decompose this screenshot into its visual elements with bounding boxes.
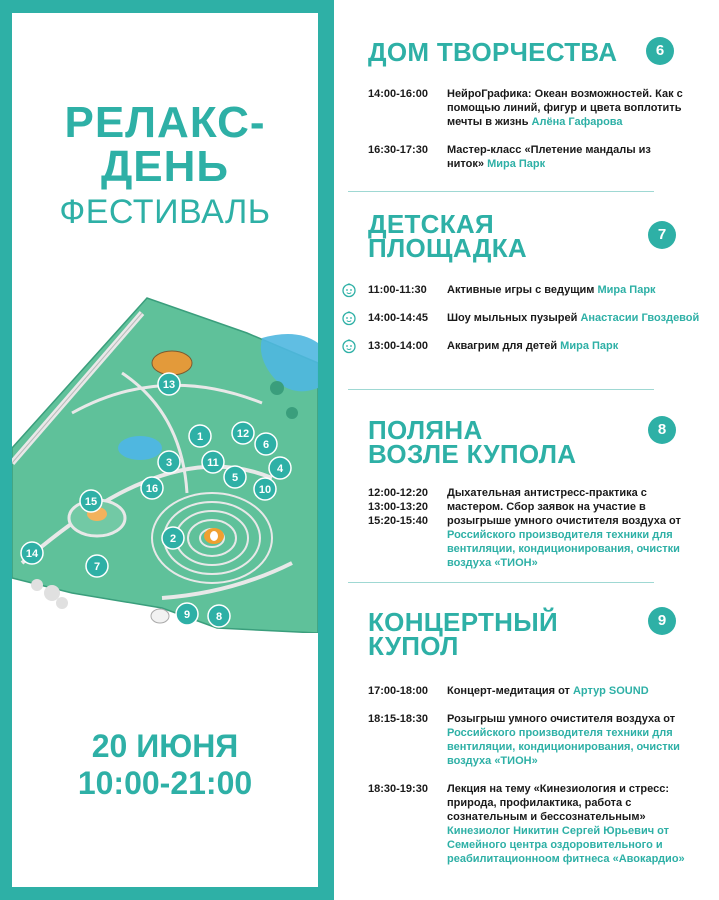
section-title-line: КОНЦЕРТНЫЙ <box>368 607 559 637</box>
event-text: Лекция на тему «Кинезиология и стресс: природа, профилактика, работа с сознательным и бессознательным» <box>447 783 670 823</box>
section-title-line: ПЛОЩАДКА <box>368 233 527 263</box>
event-description <box>447 143 687 171</box>
event-description <box>447 283 697 297</box>
event-host: Мира Парк <box>597 284 656 296</box>
poster-title-line1: РЕЛАКС- <box>64 98 266 147</box>
map-marker <box>158 451 180 473</box>
section-number-badge: 9 <box>648 607 676 635</box>
poster-date: 20 ИЮНЯ <box>91 728 239 764</box>
park-map <box>12 293 318 633</box>
map-marker-label: 15 <box>84 496 98 508</box>
child-face-icon <box>341 310 357 326</box>
map-marker-label: 12 <box>236 428 250 440</box>
event-description <box>447 87 697 129</box>
event-text: Дыхательная антистресс-практика с мастером. Сбор заявок на участие в розыгрыше умного очистителя воздуха от <box>447 487 681 527</box>
map-marker-label: 8 <box>215 611 223 623</box>
event-time: 12:00-12:20 <box>368 487 428 499</box>
map-marker <box>202 451 224 473</box>
child-face-icon <box>341 338 357 354</box>
map-marker-label: 9 <box>183 609 191 621</box>
section-title-line: ПОЛЯНА <box>368 415 483 445</box>
map-marker <box>189 425 211 447</box>
map-marker-label: 7 <box>93 561 101 573</box>
event-text: Розыгрыш умного очистителя воздуха от <box>447 713 676 725</box>
section-divider <box>348 191 654 192</box>
event-time: 16:30-17:30 <box>368 144 428 156</box>
event-description <box>447 311 707 325</box>
child-face-icon <box>341 282 357 298</box>
event-text: Шоу мыльных пузырей <box>447 312 578 324</box>
map-marker <box>176 603 198 625</box>
map-marker <box>208 605 230 627</box>
section-title-koncertny-kupol <box>368 607 559 661</box>
event-host: Кинезиолог Никитин Сергей Юрьевич от Семейного центра оздоровительного и реабилитационноом фитнеса «Авокардио» <box>447 825 685 865</box>
event-time: 13:00-14:00 <box>368 340 428 352</box>
map-marker-label: 5 <box>231 472 239 484</box>
poster-hours: 10:00-21:00 <box>77 765 253 801</box>
section-number-badge: 8 <box>648 416 676 444</box>
section-title-detskaya-ploshchadka <box>368 209 527 263</box>
event-time: 14:00-14:45 <box>368 312 428 324</box>
poster-panel <box>12 13 318 887</box>
section-divider <box>348 389 654 390</box>
map-marker <box>86 555 108 577</box>
map-marker-label: 16 <box>145 483 159 495</box>
event-host: Анастасии Гвоздевой <box>580 312 700 324</box>
event-host: Артур SOUND <box>572 685 649 697</box>
section-title-dom-tvorchestva <box>368 37 618 67</box>
event-time: 15:20-15:40 <box>368 515 428 527</box>
section-title-line: КУПОЛ <box>368 631 459 661</box>
section-title-polyana <box>368 415 577 469</box>
map-marker <box>224 466 246 488</box>
event-time: 13:00-13:20 <box>368 501 428 513</box>
map-marker-label: 4 <box>276 463 284 475</box>
event-time: 11:00-11:30 <box>368 284 427 296</box>
event-host: Мира Парк <box>487 158 546 170</box>
section-title-line: ДЕТСКАЯ <box>368 209 494 239</box>
event-time: 18:15-18:30 <box>368 713 428 725</box>
map-marker <box>255 433 277 455</box>
section-title-line: ВОЗЛЕ КУПОЛА <box>368 439 577 469</box>
event-host: Российского производителя техники для вентиляции, кондиционирования, очистки воздуха «ТИОН» <box>447 727 680 767</box>
map-marker-label: 1 <box>196 431 204 443</box>
map-marker-label: 3 <box>165 457 173 469</box>
map-marker <box>254 478 276 500</box>
event-text: НейроГрафика: Океан возможностей. Как с помощью линий, фигур и цвета воплотить мечты в жизнь <box>447 88 683 128</box>
section-title-line: ДОМ ТВОРЧЕСТВА <box>368 37 618 67</box>
event-description <box>447 486 697 570</box>
map-marker <box>232 422 254 444</box>
event-description <box>447 339 697 353</box>
map-marker-label: 10 <box>258 484 272 496</box>
event-host: Алёна Гафарова <box>531 116 623 128</box>
map-marker-label: 14 <box>25 548 39 560</box>
event-host: Мира Парк <box>560 340 619 352</box>
map-marker <box>141 477 163 499</box>
event-time: 18:30-19:30 <box>368 783 428 795</box>
event-time: 14:00-16:00 <box>368 88 428 100</box>
map-marker <box>269 457 291 479</box>
event-text: Активные игры с ведущим <box>447 284 595 296</box>
map-marker-label: 11 <box>207 457 219 469</box>
map-marker <box>21 542 43 564</box>
event-host: Российского производителя техники для вентиляции, кондиционирования, очистки воздуха «ТИОН» <box>447 529 680 569</box>
map-marker <box>162 527 184 549</box>
map-marker-label: 6 <box>262 439 270 451</box>
event-text: Аквагрим для детей <box>447 340 558 352</box>
event-text: Мастер-класс «Плетение мандалы из ниток» <box>447 144 651 170</box>
event-description <box>447 712 697 768</box>
map-marker <box>158 373 180 395</box>
event-description <box>447 782 697 866</box>
poster-title-line2: ДЕНЬ <box>100 142 230 191</box>
event-text: Концерт-медитация от <box>447 685 570 697</box>
map-marker-label: 13 <box>162 379 176 391</box>
poster-frame <box>0 0 334 900</box>
section-number-badge: 7 <box>648 221 676 249</box>
map-marker <box>80 490 102 512</box>
event-time-list <box>368 486 428 528</box>
poster-subtitle: ФЕСТИВАЛЬ <box>59 193 271 231</box>
map-marker-label: 2 <box>169 533 177 545</box>
event-description <box>447 684 697 698</box>
section-divider <box>348 582 654 583</box>
section-number-badge: 6 <box>646 37 674 65</box>
event-time: 17:00-18:00 <box>368 685 428 697</box>
